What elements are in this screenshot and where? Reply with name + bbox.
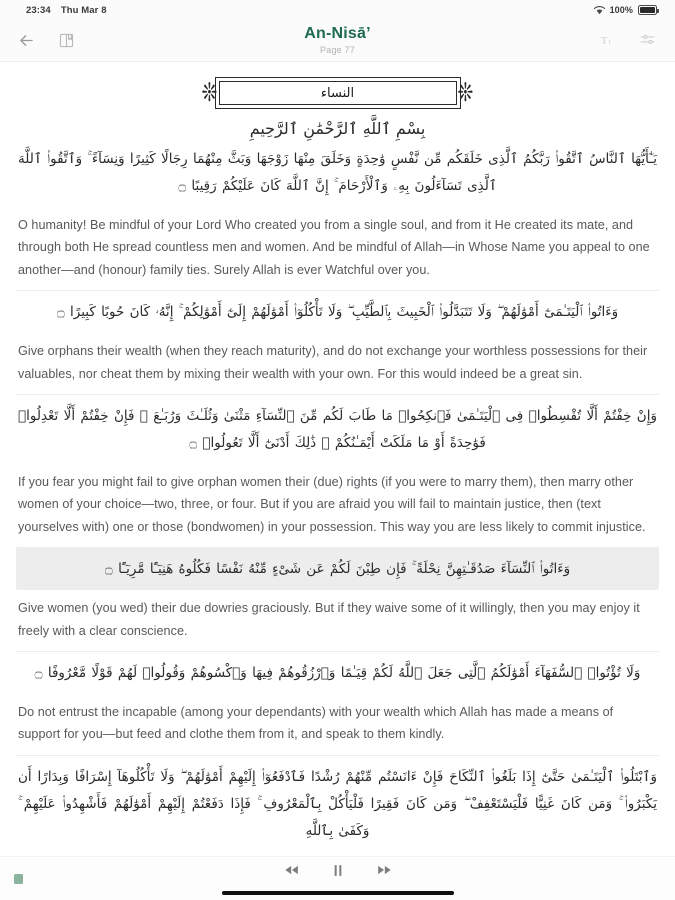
ayah-arabic-highlighted[interactable]: وَءَاتُوا۟ ٱلنِّسَآءَ صَدُقَـٰتِهِنَّ نِحْلَةً ۚ فَإِن طِبْنَ لَكُمْ عَن شَىْءٍ مِّنْهُ نَفْسًا فَكُلُوهُ هَنِيٓـًٔا مَّرِيٓـًٔا ۝ (16, 548, 659, 590)
ayah-arabic[interactable]: يَـٰٓأَيُّهَا ٱلنَّاسُ ٱتَّقُوا۟ رَبَّكُمُ ٱلَّذِى خَلَقَكُم مِّن نَّفْسٍ وَٰحِدَةٍ وَخَلَقَ مِنْهَا زَوْجَهَا وَبَثَّ مِنْهُمَا رِجَالًا كَثِيرًا وَنِسَآءً ۚ وَٱتَّقُوا۟ ٱللَّهَ ٱلَّذِى تَسَآءَلُونَ بِهِۦ وَٱلْأَرْحَامَ ۚ إِنَّ ٱللَّهَ كَانَ عَلَيْكُمْ رَقِيبًا ۝ (18, 151, 657, 194)
status-time: 23:34 (26, 4, 51, 16)
ayah-arabic[interactable]: وَلَا تُؤْتُوا۟ ٱلسُّفَهَآءَ أَمْوَٰلَكُمُ ٱلَّتِى جَعَلَ ٱللَّهُ لَكُمْ قِيَـٰمًا وَٱرْزُقُوهُمْ فِيهَا وَٱكْسُوهُمْ وَقُولُوا۟ لَهُمْ قَوْلًا مَّعْرُوفًا ۝ (34, 665, 641, 682)
sliders-settings-icon[interactable] (635, 29, 659, 53)
verse-block-1[interactable] (16, 138, 659, 290)
bismillah-text: بِسْمِ ٱللَّهِ ٱلرَّحْمَٰنِ ٱلرَّحِيمِ (249, 119, 426, 138)
player-controls (0, 857, 675, 883)
home-indicator[interactable] (222, 891, 454, 896)
page-number-label: Page 77 (320, 44, 355, 55)
arrow-left-icon[interactable] (14, 29, 38, 53)
status-bar-left (26, 5, 107, 16)
battery-full-icon (638, 5, 657, 15)
ayah-translation[interactable]: Give women (you wed) their due dowries graciously. But if they waive some of it willingly, then you may enjoy it freely with a clear conscience. (18, 601, 640, 638)
battery-percent: 100% (609, 5, 633, 15)
svg-text:t: t (608, 37, 611, 47)
wifi-icon (594, 6, 605, 15)
header-left-actions (14, 29, 134, 53)
audio-player-bar (0, 856, 675, 900)
ayah-arabic[interactable]: وَإِنْ خِفْتُمْ أَلَّا تُقْسِطُوا۟ فِى ٱلْيَتَـٰمَىٰ فَٱنكِحُوا۟ مَا طَابَ لَكُم مِّنَ ٱلنِّسَآءِ مَثْنَىٰ وَثُلَـٰثَ وَرُبَـٰعَ ۖ فَإِنْ خِفْتُمْ أَلَّا تَعْدِلُوا۟ فَوَٰحِدَةً أَوْ مَا مَلَكَتْ أَيْمَـٰنُكُمْ ۚ ذَٰلِكَ أَدْنَىٰٓ أَلَّا تَعُولُوا۟ ۝ (18, 408, 657, 452)
app-header (0, 20, 675, 62)
status-date: Thu Mar 8 (60, 4, 107, 16)
fast-forward-icon[interactable] (377, 865, 392, 875)
reader-content[interactable] (0, 62, 675, 856)
book-bookmark-icon[interactable] (54, 29, 78, 53)
svg-text:T: T (600, 36, 607, 48)
header-right-actions (539, 29, 659, 53)
page-title: An-Nisā’ (304, 25, 371, 43)
text-size-icon[interactable] (597, 29, 621, 53)
status-bar-right (594, 5, 657, 15)
ayah-translation[interactable]: O humanity! Be mindful of your Lord Who created you from a single soul, and from it He created its mate, and through both He spread countless men and women. And be mindful of Allah—in Whose Name you appeal to one another—and (honour) family ties. Surely Allah is ever Watchful over you. (18, 218, 650, 277)
ornament-flourish-left-icon: ❊ (201, 78, 218, 108)
ayah-translation[interactable]: Do not entrust the incapable (among your dependants) with your wealth which Allah has made a means of support for you—but feed and clothe them from it, and speak to them kindly. (18, 705, 614, 742)
ayah-translation[interactable]: Give orphans their wealth (when they reach maturity), and do not exchange your worthless possessions for their valuables, nor cheat them by mixing their wealth with your own. For this would indeed be a great sin. (18, 344, 648, 381)
surah-header-ornament (16, 75, 659, 111)
ayah-translation[interactable]: If you fear you might fail to give orphan women their (due) rights (if you were to marry them), then marry other women of your choice—two, three, or four. But if you are afraid you will fail to maintain justice, then (text yourselves with) one or those (bondwomen) in your possession. This way you are less likely to commit injustice. (18, 475, 646, 534)
verse-block-6[interactable] (16, 756, 659, 852)
ayah-arabic[interactable]: وَٱبْتَلُوا۟ ٱلْيَتَـٰمَىٰ حَتَّىٰٓ إِذَا بَلَغُوا۟ ٱلنِّكَاحَ فَإِنْ ءَانَسْتُم مِّنْهُمْ رُشْدًا فَٱدْفَعُوٓا۟ إِلَيْهِمْ أَمْوَٰلَهُمْ ۖ وَلَا تَأْكُلُوهَآ إِسْرَافًا وَبِدَارًا أَن يَكْبَرُوا۟ ۚ وَمَن كَانَ غَنِيًّا فَلْيَسْتَعْفِفْ ۖ وَمَن كَانَ فَقِيرًا فَلْيَأْكُلْ بِٱلْمَعْرُوفِ ۚ فَإِذَا دَفَعْتُمْ إِلَيْهِمْ أَمْوَٰلَهُمْ فَأَشْهِدُوا۟ عَلَيْهِمْ ۚ وَكَفَىٰ بِٱللَّهِ (18, 768, 657, 839)
verse-block-4[interactable] (16, 548, 659, 651)
ornament-flourish-right-icon: ❊ (457, 78, 474, 108)
surah-name-arabic: النساء (320, 85, 355, 101)
status-bar (0, 0, 675, 20)
rewind-icon[interactable] (284, 865, 299, 875)
verse-block-2[interactable] (16, 291, 659, 394)
pause-icon[interactable] (333, 864, 343, 877)
verse-block-5[interactable] (16, 652, 659, 755)
ayah-arabic[interactable]: وَءَاتُوا۟ ٱلْيَتَـٰمَىٰٓ أَمْوَٰلَهُمْ ۖ وَلَا تَتَبَدَّلُوا۟ ٱلْخَبِيثَ بِٱلطَّيِّبِ ۖ وَلَا تَأْكُلُوٓا۟ أَمْوَٰلَهُمْ إِلَىٰٓ أَمْوَٰلِكُمْ ۚ إِنَّهُۥ كَانَ حُوبًا كَبِيرًا ۝ (56, 304, 619, 321)
verse-block-3[interactable] (16, 395, 659, 547)
